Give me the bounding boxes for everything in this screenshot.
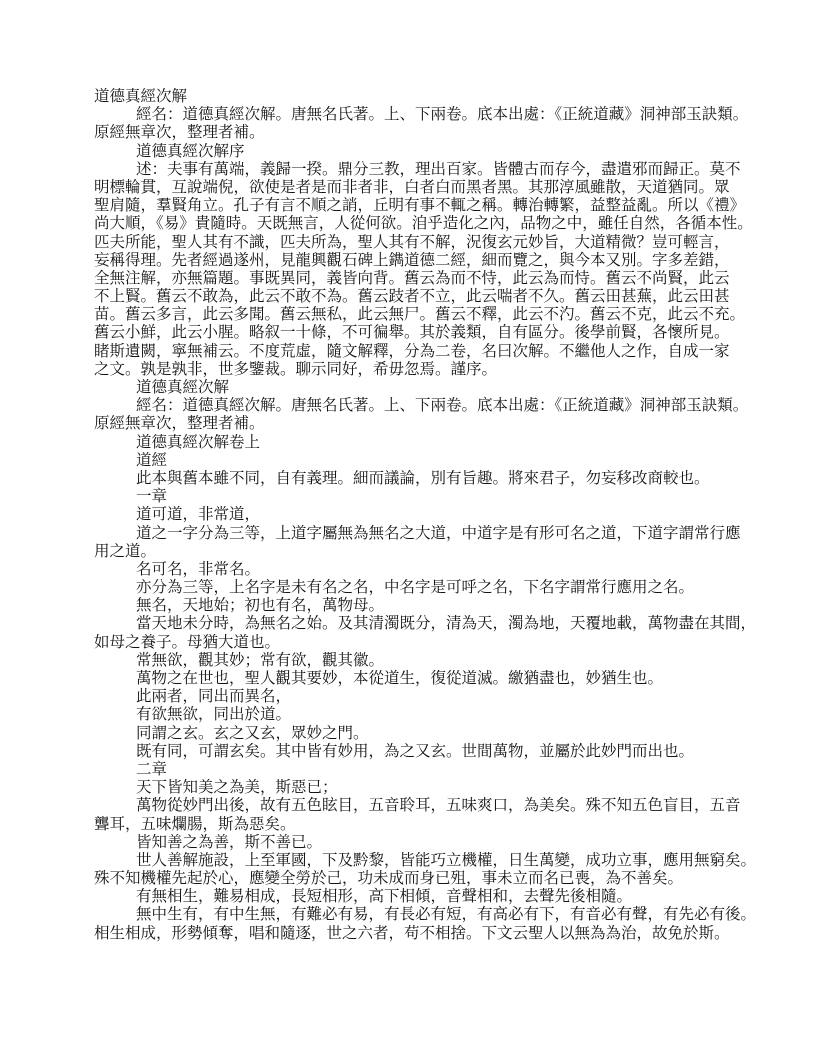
text-line: 萬物之在世也，聖人觀其要妙，本從道生，復從道滅。繳猶盡也，妙猶生也。 [136, 670, 664, 687]
text-line: 有無相生，難易相成，長短相形，高下相傾，音聲相和，去聲先後相隨。 [136, 888, 633, 906]
text-line: 二章 [136, 760, 168, 778]
text-line: 聾耳，五味爛腸，斯為惡矣。 [94, 815, 296, 833]
text-line: 舊云小鮮，此云小腥。略叙一十條，不可徧舉。其於義類，自有區分。後學前賢，各懷所見。 [94, 324, 730, 342]
text-line: 亦分為三等，上名字是未有名之名，中名字是可呼之名，下名字謂常行應用之名。 [136, 579, 695, 597]
text-line: 無中生有，有中生無，有難必有易，有長必有短，有高必有下，有音必有聲，有先必有後。 [136, 906, 757, 924]
text-line: 道德真經次解 [136, 379, 230, 396]
text-line: 一章 [136, 488, 168, 506]
text-line: 此兩者，同出而異名， [136, 688, 292, 706]
text-line: 如母之養子。母猶大道也。 [94, 633, 281, 651]
text-line: 皆知善之為善，斯不善已。 [136, 833, 323, 851]
text-line: 聖肩隨，羣賢角立。孔子有言不順之誚，丘明有事不輒之稱。轉治轉繁，益整益亂。所以《禮》 [94, 197, 746, 215]
text-line: 萬物從妙門出後，故有五色眩目，五音聆耳，五味爽口，為美矣。殊不知五色盲目，五音 [136, 797, 741, 815]
text-line: 有欲無欲，同出於道。 [136, 706, 292, 724]
text-line: 殊不知機權先起於心，應變全勞於己，功未成而身已殂，事未立而名已喪，為不善矣。 [94, 870, 684, 888]
text-line: 尚大順，《易》貴隨時。天既無言，人從何欲。洎乎造化之內，品物之中，雖任自然，各循本性。 [94, 215, 753, 233]
text-line: 經名：道德真經次解。唐無名氏著。上、下兩卷。底本出處：《正統道藏》洞神部玉訣類。 [136, 397, 749, 415]
text-line: 相生相成，形勢傾奪，唱和隨逐，世之六者，苟不相捨。下文云聖人以無為為治，故免於斯。 [94, 924, 730, 942]
document-body [94, 88, 757, 943]
text-line: 苗。舊云多言，此云多聞。舊云無私，此云無尸。舊云不釋，此云不汋。舊云不克，此云不充。 [94, 306, 746, 324]
text-line: 原經無章次，整理者補。 [94, 415, 265, 433]
text-line: 當天地未分時，為無名之始。及其清濁既分，清為天，濁為地，天覆地載，萬物盡在其間， [136, 615, 757, 633]
text-line: 道德真經次解卷上 [136, 433, 261, 451]
text-line: 用之道。 [94, 542, 157, 560]
text-line: 道之一字分為三等，上道字屬無為無名之大道，中道字是有形可名之道，下道字謂常行應 [136, 524, 741, 542]
text-line: 經名：道德真經次解。唐無名氏著。上、下兩卷。底本出處：《正統道藏》洞神部玉訣類。 [136, 106, 749, 124]
text-line: 世人善解施設，上至軍國，下及黔黎，皆能巧立機權，日生萬變，成功立事，應用無窮矣。 [136, 851, 757, 869]
text-line: 全無注解，亦無篇題。事既異同，義皆向背。舊云為而不恃，此云為而恃。舊云不尚賢，此云 [94, 269, 730, 287]
text-line: 妄稱得理。先者經過遂州，見龍興觀石碑上鐫道德二經，細而覽之，與今本又別。字多差錯， [94, 251, 730, 269]
text-line: 無名，天地始；初也有名，萬物母。 [136, 597, 385, 615]
text-line: 明標輪貫，互說端倪，欲使是者是而非者非，白者白而黑者黑。其那淳風雖散，天道猶同。眾 [94, 178, 730, 196]
text-line: 睹斯遺闕，寧無補云。不度荒虛，隨文解釋，分為二卷，名曰次解。不繼他人之作，自成一家 [94, 342, 730, 360]
text-line: 道德真經次解序 [136, 142, 245, 160]
text-line: 道可道，非常道， [136, 506, 261, 524]
text-line: 常無欲，觀其妙；常有欲，觀其徽。 [136, 651, 385, 669]
text-line: 此本與舊本雖不同，自有義理。細而議論，別有旨趣。將來君子，勿妄移改商較也。 [136, 469, 710, 487]
text-line: 之文。孰是孰非，世多鑒裁。聊示同好，希毋忽焉。謹序。 [94, 360, 498, 378]
text-line: 述：夫事有萬端，義歸一揆。鼎分三教，理出百家。皆體古而存今，盡遣邪而歸正。莫不 [136, 160, 741, 178]
text-line: 既有同，可謂玄矣。其中皆有妙用，為之又玄。世間萬物，並屬於此妙門而出也。 [136, 742, 695, 760]
text-line: 名可名，非常名。 [136, 560, 261, 578]
text-line: 天下皆知美之為美，斯惡已； [136, 779, 338, 797]
text-line: 匹夫所能，聖人其有不識，匹夫所為，聖人其有不解，況復玄元妙旨，大道精微？豈可輕言， [94, 233, 730, 251]
text-line: 原經無章次，整理者補。 [94, 124, 265, 142]
text-line: 不上賢。舊云不敢為，此云不敢不為。舊云跂者不立，此云喘者不久。舊云田甚蕪，此云田甚 [94, 288, 730, 306]
text-line: 道德真經次解 [94, 88, 188, 105]
text-line: 同謂之玄。玄之又玄，眾妙之門。 [136, 724, 369, 742]
text-line: 道經 [136, 451, 168, 469]
